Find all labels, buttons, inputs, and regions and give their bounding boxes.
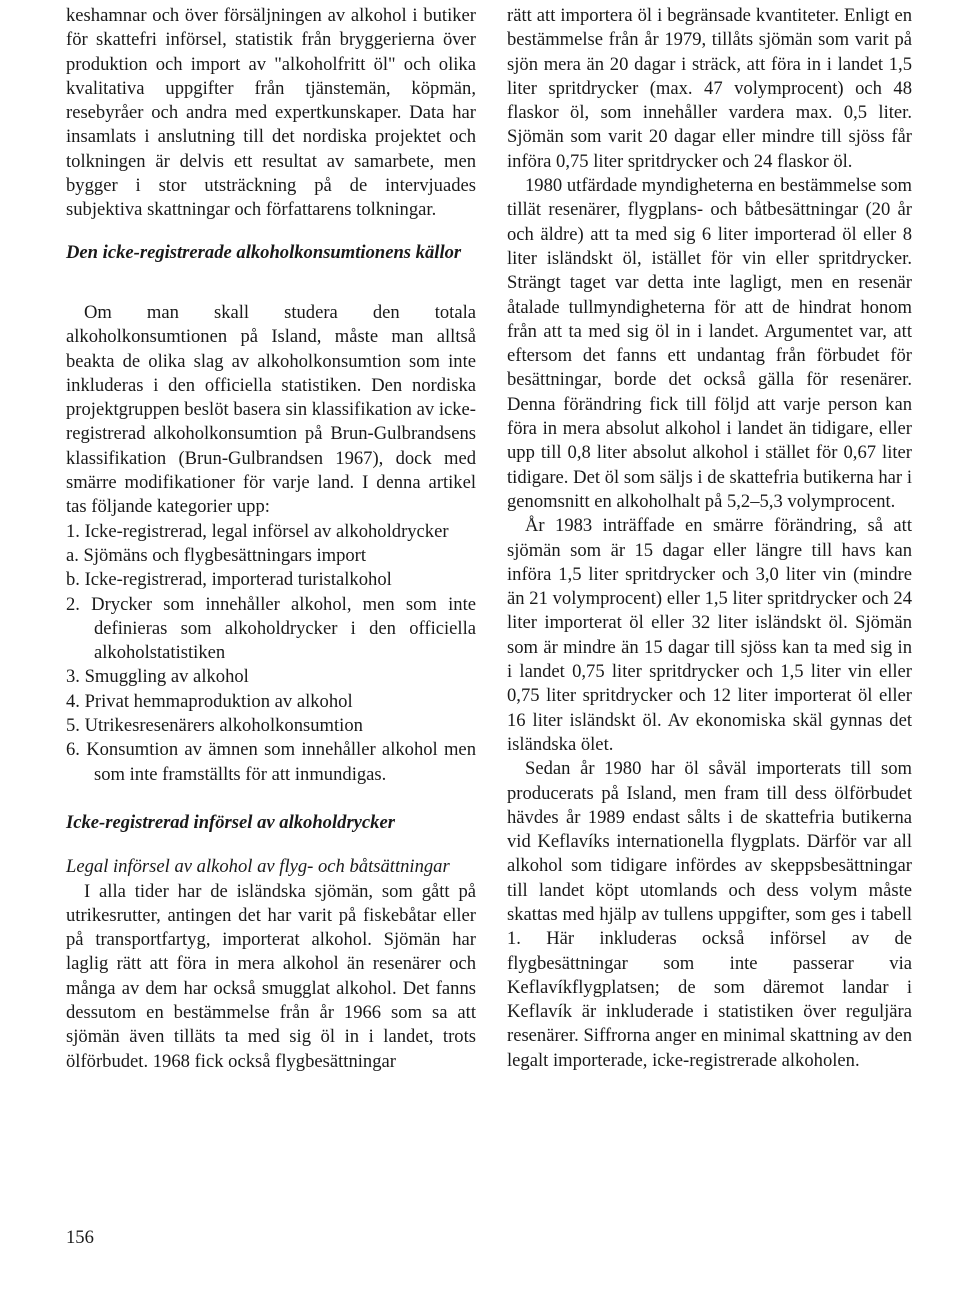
list-item-1: 1. Icke-registrerad, legal införsel av alkoholdrycker — [66, 520, 449, 542]
list-item-1a-text: a. Sjömäns och flygbesättningars import — [66, 544, 367, 566]
right-para-3: År 1983 inträffade en smärre förändring, så att sjömän som är 15 dagar eller längre till havs kan införa 1,5 liter spritdrycker och 3,0 liter vin (mindre än 21 volymprocent) eller 1,5 liter spritdrycker och 24 liter importerat öl eller 32 liter isländskt öl. Sjömän som är mindre än 15 dagar till sjöss kan ta med sig in i landet 0,75 liter spritdrycker och 1,5 liter vin eller 0,75 liter spritdrycker och 12 liter importerat öl eller 16 liter isländskt öl. Av ekonomiska skäl gynnas det isländska ölet. — [507, 515, 912, 755]
left-para-2: Om man skall studera den totala alkoholkonsumtionen på Island, måste man alltså beakta de olika slag av alkoholkonsumtion som inte inkluderas i den officiella statistiken. Den nordiska projektgruppen beslöt basera sin klassifikation av icke-registrerad alkoholkonsumtion på Brun-Gulbrandsens klassifikation (Brun-Gulbrandsen 1967), dock med smärre modifikationer för varje land. I denna artikel tas följande kategorier upp: — [66, 301, 476, 518]
left-para-1: keshamnar och över försäljningen av alkohol i butiker för skattefri införsel, statistik från bryggerierna över produktion och import av "alkoholfritt öl" och olika kvalitativa uppgifter från tjänstemän, köpmän, resebyråer och andra med expertkunskaper. Data har insamlats i anslutning till det nordiska projektet och tolkningen är delvis ett resultat av samarbete, men bygger i stor utsträckning på de intervjuades subjektiva skattningar och författarens tolkningar. — [66, 5, 476, 221]
left-column — [66, 4, 476, 1074]
subheading-legal-import: Legal införsel av alkohol av flyg- och båtsättningar — [66, 856, 450, 878]
right-para-1: rätt att importera öl i begränsade kvantiteter. Enligt en bestämmelse från år 1979, tillåts sjömän som varit på sjön mera än 20 dagar i sträck, att föra in i landet 1,5 liter spritdrycker (max. 47 volymprocent) och 48 flaskor öl, som innehåller vardera max. 0,5 liter. Sjömän som varit 20 dagar eller mindre till sjöss får införa 0,75 liter spritdrycker och 24 flaskor öl. — [507, 5, 912, 172]
list-item-1b-text: b. Icke-registrerad, importerad turistalkohol — [66, 569, 392, 591]
right-para-2: 1980 utfärdade myndigheterna en bestämmelse som tillät resenärer, flygplans- och båtbesättningar (20 år och äldre) att ta med sig 6 liter importerad öl eller 8 liter isländskt öl, istället för vin eller spritdrycker. Strängt taget var detta inte lagligt, men en resenär åtalade tullmyndigheterna för att de hindrat honom från att ta med sig öl in i landet. Argumentet var, att eftersom det fanns ett undantag från förbudet för besättningar, borde det också gälla för resenärer. Denna förändring fick till följd att varje person kan föra in mera absolut alkohol i landet än tidigare, eller upp till 0,8 liter absolut alkohol i stället för 0,67 liter tidigare. Det öl som säljs i de skattefria butikerna har i genomsnitt en alkoholhalt på 5,2–5,3 volymprocent. — [507, 175, 912, 512]
page-number: 156 — [66, 1227, 94, 1248]
right-column — [507, 4, 912, 1073]
left-para-3: I alla tider har de isländska sjömän, som gått på utrikesrutter, antingen det har varit på fiskebåtar eller på transportfartyg, importerat alkohol. Sjömän har laglig rätt att föra in mera alkohol än resenärer och många av dem har också smugglat alkohol. Det fanns dessutom en bestämmelse från år 1966 som sa att sjömän även tilläts ta med sig öl in i landet, trots ölförbudet. 1968 fick också flygbesättningar — [66, 880, 476, 1072]
category-list — [66, 520, 476, 787]
list-item-6: 6. Konsumtion av ämnen som innehåller alkohol men som inte framställts för att inmundigas. — [66, 739, 476, 785]
list-item-1a — [66, 544, 476, 568]
list-item-4: 4. Privat hemmaproduktion av alkohol — [66, 690, 353, 712]
section-heading-sources: Den icke-registrerade alkoholkonsumtionens källor — [66, 241, 462, 263]
section-heading-import: Icke-registrerad införsel av alkoholdrycker — [66, 811, 395, 833]
list-item-3: 3. Smuggling av alkohol — [66, 666, 249, 688]
list-item-2: 2. Drycker som innehåller alkohol, men som inte definieras som alkoholdrycker i den officiella alkoholstatistiken — [66, 593, 476, 664]
list-item-5: 5. Utrikesresenärers alkoholkonsumtion — [66, 715, 363, 737]
right-para-4: Sedan år 1980 har öl såväl importerats till som producerats på Island, men fram till dess ölförbudet hävdes år 1989 endast sålts i de skattefria butikerna vid Keflavíks internationella flygplats. Därför var all alkohol som tidigare infördes av skeppsbesättningar till landet köpt utomlands och dess volym måste skattas med hjälp av tullens uppgifter, som ges i tabell 1. Här inkluderas också införsel av de flygbesättningar som inte passerar via Keflavíkflygplatsen; de som däremot landar i Keflavík är inkluderade i statistiken över reguljära resenärer. Siffrorna anger en minimal skattning av den legalt importerade, icke-registrerade alkoholen. — [507, 758, 912, 1071]
list-item-1b — [66, 568, 476, 592]
